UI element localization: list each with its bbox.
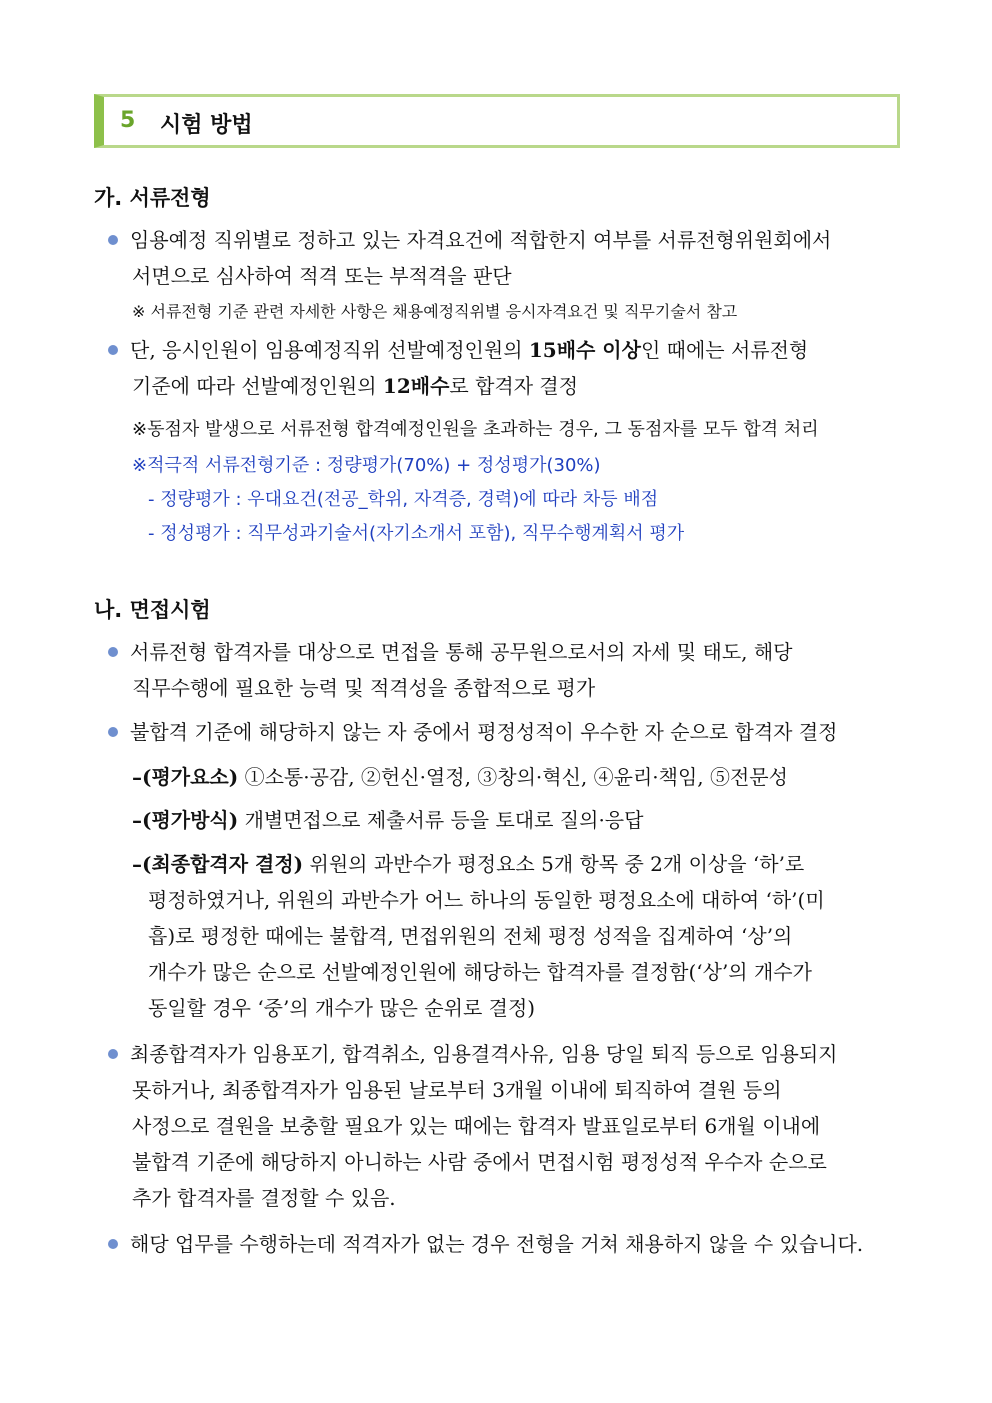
note-quantitative: - 정량평가 : 우대요건(전공_학위, 자격증, 경력)에 따라 차등 배점: [148, 489, 659, 510]
dash-final-decision: –(최종합격자 결정) 위원의 과반수가 평정요소 5개 항목 중 2개 이상을 ‘하’로 평정하였거나, 위원의 과반수가 어느 하나의 동일한 평정요소에 대하여 ‘하’(미 흡)로 평정한 때에는 불합격, 면접위원의 전체 평정 성적을 집계하여 ‘상’의 개수가 많은 순으로 선발예정인원에 해당하는 합격자를 결정함(‘상’의 개수가 동일할 경우 ‘중’의 개수가 많은 순위로 결정): [132, 852, 825, 1020]
bullet-icon: [108, 1239, 118, 1249]
heading-interview: 나. 면접시험: [94, 598, 211, 622]
bullet-applicant-ratio: 단, 응시인원이 임용예정직위 선발예정인원의 15배수 이상인 때에는 서류전형 기준에 따라 선발예정인원의 12배수로 합격자 결정: [108, 332, 900, 404]
section-title: 시험 방법: [160, 113, 253, 138]
section-number: 5: [120, 108, 136, 133]
dash-evaluation-factors: –(평가요소) ①소통·공감, ②헌신·열정, ③창의·혁신, ④윤리·책임, ⑤전문성: [132, 765, 788, 789]
bullet-screening-criteria: 임용예정 직위별로 정하고 있는 자격요건에 적합한지 여부를 서류전형위원회에서 서면으로 심사하여 적격 또는 부적격을 판단: [108, 222, 900, 294]
note-screening-weights: ※적극적 서류전형기준 : 정량평가(70%) + 정성평가(30%): [132, 455, 601, 476]
bullet-additional-pass: 최종합격자가 임용포기, 합격취소, 임용결격사유, 임용 당일 퇴직 등으로 임용되지 못하거나, 최종합격자가 임용된 날로부터 3개월 이내에 퇴직하여 결원 등의 사정으로 결원을 보충할 필요가 있는 때에는 합격자 발표일로부터 6개월 이내에 불합격 기준에 해당하지 아니하는 사람 중에서 면접시험 평정성적 우수자 순으로 추가 합격자를 결정할 수 있음.: [108, 1036, 900, 1216]
note-tie-handling: ※동점자 발생으로 서류전형 합격예정인원을 초과하는 경우, 그 동점자를 모두 합격 처리: [132, 419, 819, 440]
heading-document-screening: 가. 서류전형: [94, 186, 211, 210]
bullet-no-hire: 해당 업무를 수행하는데 적격자가 없는 경우 전형을 거쳐 채용하지 않을 수 있습니다.: [108, 1226, 900, 1262]
bullet-icon: [108, 1049, 118, 1059]
bullet-icon: [108, 235, 118, 245]
section-header: [94, 94, 900, 148]
dash-evaluation-method: –(평가방식) 개별면접으로 제출서류 등을 토대로 질의·응답: [132, 808, 644, 832]
bullet-interview-overview: 서류전형 합격자를 대상으로 면접을 통해 공무원으로서의 자세 및 태도, 해당 직무수행에 필요한 능력 및 적격성을 종합적으로 평가: [108, 634, 900, 706]
bullet-icon: [108, 647, 118, 657]
bullet-icon: [108, 345, 118, 355]
note-screening-reference: ※ 서류전형 기준 관련 자세한 사항은 채용예정직위별 응시자격요건 및 직무기술서 참고: [132, 302, 738, 321]
bullet-pass-decision: 불합격 기준에 해당하지 않는 자 중에서 평정성적이 우수한 자 순으로 합격자 결정: [108, 714, 900, 750]
bullet-icon: [108, 727, 118, 737]
note-qualitative: - 정성평가 : 직무성과기술서(자기소개서 포함), 직무수행계획서 평가: [148, 523, 685, 544]
